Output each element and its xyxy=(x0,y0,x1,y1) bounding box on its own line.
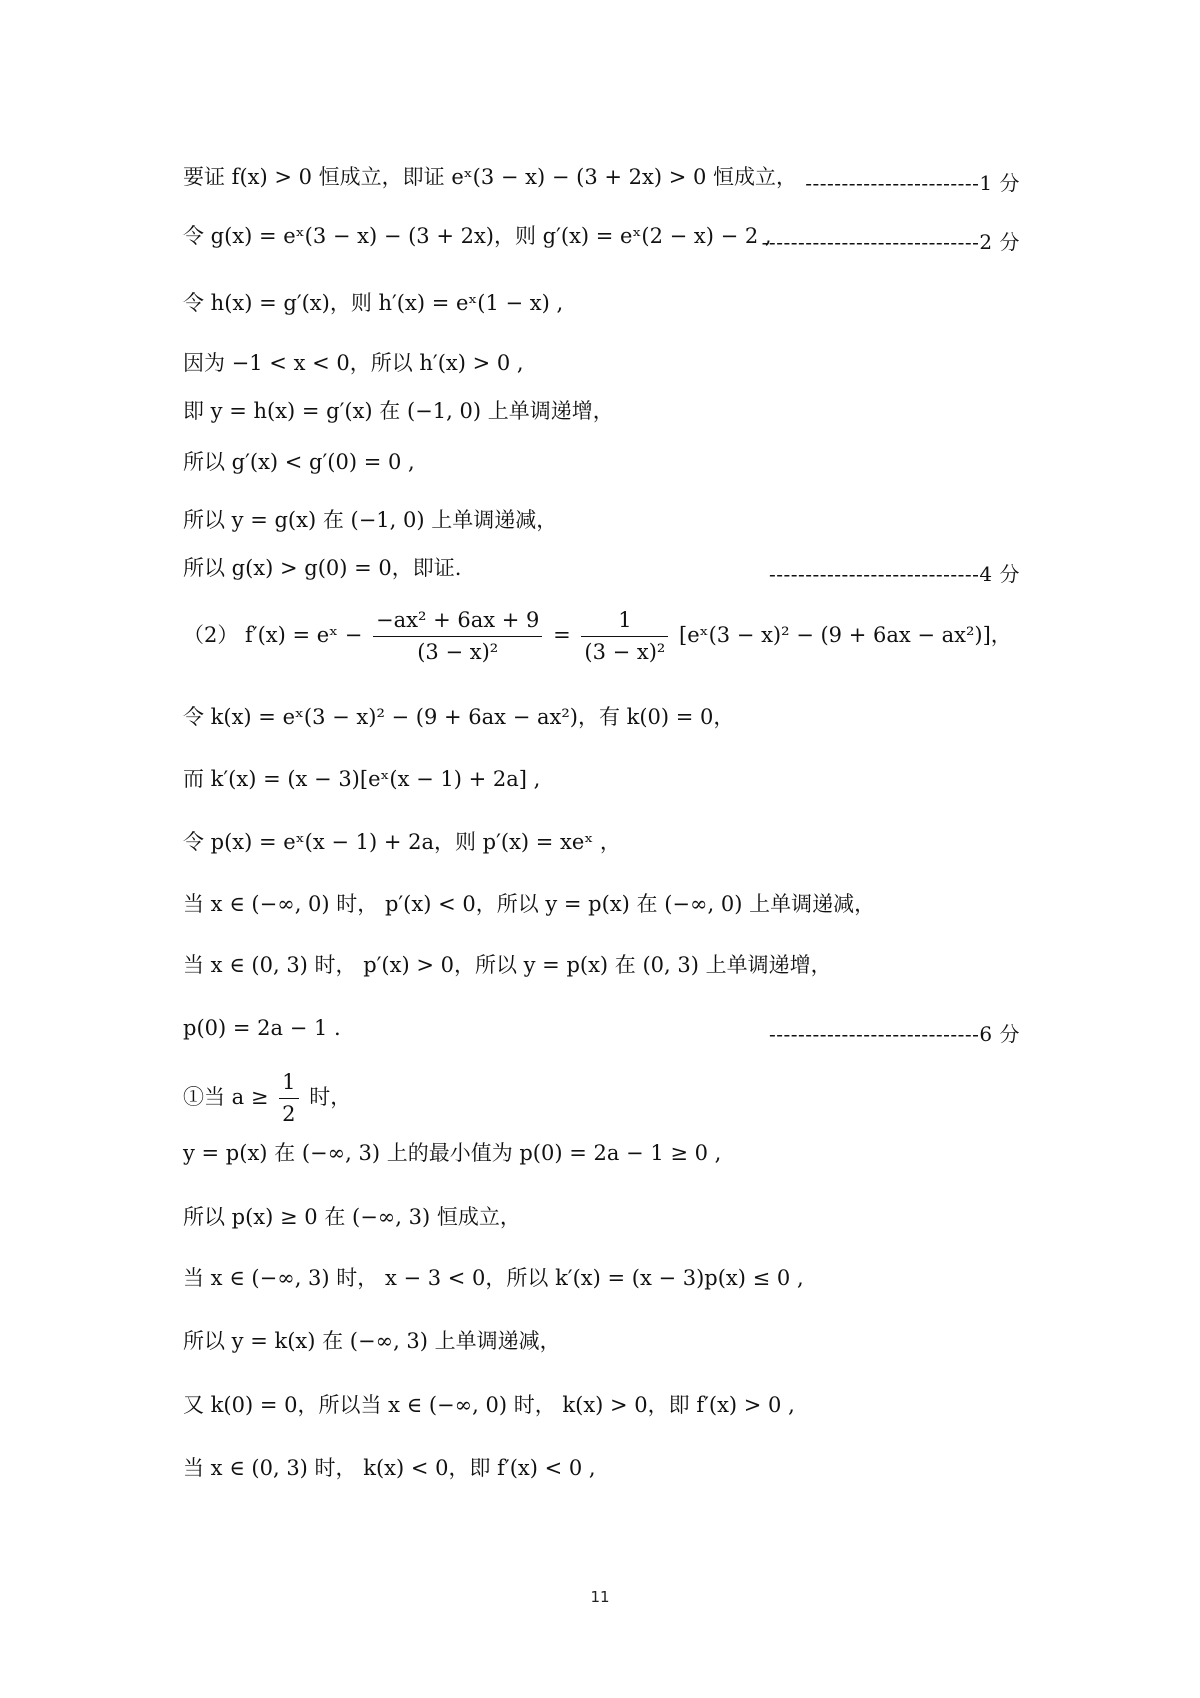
proof-line-11: 而 k′(x) = (x − 3)[eˣ(x − 1) + 2a] , xyxy=(183,767,541,791)
case-1-prefix: ①当 a ≥ xyxy=(183,1085,269,1110)
proof-line-15: p(0) = 2a − 1 . xyxy=(183,1016,341,1040)
score-marker-2: ------------------------------2 分 xyxy=(761,230,1020,254)
fraction-1-denominator: (3 − x)² xyxy=(417,640,499,665)
fraction-half xyxy=(279,1070,298,1127)
proof-line-3: 令 h(x) = g′(x)，则 h′(x) = eˣ(1 − x) , xyxy=(183,291,564,315)
proof-line-21: 又 k(0) = 0，所以当 x ∈ (−∞, 0) 时， k(x) > 0，即 f′(x) > 0 , xyxy=(183,1393,795,1417)
proof-line-4: 因为 −1 < x < 0，所以 h′(x) > 0 , xyxy=(183,351,524,375)
fraction-2 xyxy=(581,608,668,665)
derivative-suffix: [eˣ(3 − x)² − (9 + 6ax − ax²)]， xyxy=(679,623,1012,648)
text: 令 g(x) = eˣ(3 − x) − (3 + 2x)，则 g′(x) = eˣ(2 − x) − 2 , xyxy=(183,224,772,248)
fraction-half-denominator: 2 xyxy=(282,1102,296,1127)
fraction-2-denominator: (3 − x)² xyxy=(584,640,666,665)
score-marker-4: -----------------------------4 分 xyxy=(768,562,1020,586)
proof-line-10: 令 k(x) = eˣ(3 − x)² − (9 + 6ax − ax²)，有 k(0) = 0， xyxy=(183,705,735,729)
proof-line-17: y = p(x) 在 (−∞, 3) 上的最小值为 p(0) = 2a − 1 ≥ 0 , xyxy=(183,1141,722,1165)
proof-line-22: 当 x ∈ (0, 3) 时， k(x) < 0，即 f′(x) < 0 , xyxy=(183,1456,596,1480)
proof-line-18: 所以 p(x) ≥ 0 在 (−∞, 3) 恒成立， xyxy=(183,1205,521,1229)
case-1-line xyxy=(183,1070,1020,1127)
text: 要证 f(x) > 0 恒成立，即证 eˣ(3 − x) − (3 + 2x) > 0 恒成立， xyxy=(183,165,798,189)
proof-line-20: 所以 y = k(x) 在 (−∞, 3) 上单调递减， xyxy=(183,1329,561,1353)
fraction-half-numerator: 1 xyxy=(279,1070,298,1099)
fraction-2-numerator: 1 xyxy=(581,608,668,637)
proof-line-14: 当 x ∈ (0, 3) 时， p′(x) > 0，所以 y = p(x) 在 (0, 3) 上单调递增， xyxy=(183,953,832,977)
proof-line-5: 即 y = h(x) = g′(x) 在 (−1, 0) 上单调递增， xyxy=(183,399,614,423)
equals-sign: = xyxy=(553,623,571,648)
proof-line-12: 令 p(x) = eˣ(x − 1) + 2a，则 p′(x) = xeˣ ， xyxy=(183,830,621,854)
fraction-1 xyxy=(373,608,542,665)
score-marker-6: -----------------------------6 分 xyxy=(768,1022,1020,1046)
proof-line-19: 当 x ∈ (−∞, 3) 时， x − 3 < 0，所以 k′(x) = (x − 3)p(x) ≤ 0 , xyxy=(183,1266,804,1290)
page-number: 11 xyxy=(590,1588,610,1606)
score-marker-1: ------------------------1 分 xyxy=(805,171,1020,195)
proof-line-8: 所以 g(x) > g(0) = 0，即证. xyxy=(183,556,462,580)
case-1-suffix: 时， xyxy=(309,1085,352,1110)
derivative-line xyxy=(183,608,1020,665)
proof-line-13: 当 x ∈ (−∞, 0) 时， p′(x) < 0，所以 y = p(x) 在 (−∞, 0) 上单调递减， xyxy=(183,892,876,916)
proof-line-6: 所以 g′(x) < g′(0) = 0 , xyxy=(183,450,415,474)
fraction-1-numerator: −ax² + 6ax + 9 xyxy=(373,608,542,637)
derivative-prefix: （2） f′(x) = eˣ − xyxy=(183,623,363,648)
proof-line-7: 所以 y = g(x) 在 (−1, 0) 上单调递减， xyxy=(183,508,558,532)
